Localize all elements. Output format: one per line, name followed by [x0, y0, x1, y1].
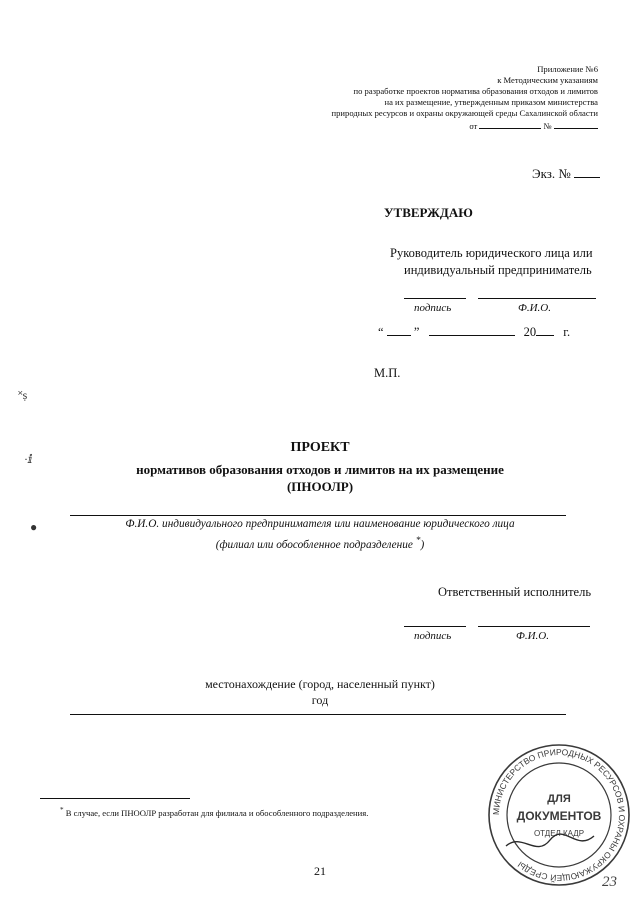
appendix-line: на их размещение, утвержденным приказом министерства — [384, 97, 598, 107]
official-stamp — [484, 740, 634, 890]
footnote-mark: * — [60, 806, 64, 814]
date-close-quote: ” — [413, 325, 420, 339]
fio-line — [478, 626, 590, 627]
appendix-line: по разработке проектов норматива образования отходов и лимитов — [353, 86, 598, 96]
head-title — [390, 245, 593, 279]
signature-line — [404, 626, 466, 627]
copy-number — [532, 166, 600, 182]
signature-caption: подпись — [414, 630, 452, 642]
fio-caption: Ф.И.О. — [518, 302, 551, 314]
copy-blank — [574, 166, 600, 178]
entity-caption: Ф.И.О. индивидуального предпринимателя или наименование юридического лица — [125, 518, 515, 530]
head-line: индивидуальный предприниматель — [404, 263, 592, 277]
month-blank — [429, 324, 515, 336]
from-label: от — [469, 121, 478, 131]
signature-caption: подпись — [414, 302, 452, 314]
year-blank — [536, 324, 554, 336]
footnote — [60, 806, 368, 818]
date-blank — [479, 119, 541, 129]
year-prefix: 20 — [523, 325, 537, 339]
branch-caption: (филиал или обособленное подразделение *) — [215, 536, 425, 551]
date-open-quote: “ — [378, 325, 384, 339]
stamp-line-2: ДОКУМЕНТОВ — [516, 809, 602, 823]
approval-date — [378, 324, 570, 340]
copy-label: Экз. № — [532, 166, 571, 181]
footnote-divider — [40, 798, 190, 799]
responsible-executor: Ответственный исполнитель — [438, 585, 592, 599]
document-title: ПРОЕКТ — [290, 440, 350, 455]
stamp-ring-text: МИНИСТЕРСТВО ПРИРОДНЫХ РЕСУРСОВ И ОХРАНЫ ОКРУЖАЮЩЕЙ СРЕДЫ — [490, 746, 628, 884]
document-subtitle — [0, 461, 640, 495]
footnote-text: В случае, если ПНООЛР разработан для филиала и обособленного подразделения. — [65, 807, 369, 818]
appendix-line: к Методическим указаниям — [497, 75, 598, 85]
location-block — [0, 676, 640, 708]
subtitle-line: нормативов образования отходов и лимитов на их размещение — [136, 462, 504, 477]
scan-mark: ·ⅈ — [24, 452, 33, 466]
entity-caption-block — [0, 516, 640, 554]
year-label: год — [311, 693, 329, 707]
fio-caption: Ф.И.О. — [516, 630, 549, 642]
location-label: местонахождение (город, населенный пункт) — [205, 677, 435, 691]
stamp-line-3: ОТДЕЛ КАДР — [533, 829, 585, 838]
signature-line — [404, 298, 466, 299]
seal-place: М.П. — [374, 366, 401, 380]
approve-heading: УТВЕРЖДАЮ — [384, 205, 473, 220]
page-number: 21 — [314, 864, 326, 878]
fio-line — [478, 298, 596, 299]
scan-mark: ● — [30, 520, 38, 534]
appendix-date-line — [332, 119, 598, 132]
number-label: № — [543, 121, 552, 131]
handwritten-page-number: 23 — [602, 874, 617, 890]
appendix-header — [332, 64, 598, 132]
footnote-mark: * — [415, 536, 421, 546]
subtitle-line: (ПНООЛР) — [286, 479, 354, 494]
scan-mark: ˟ṣ — [18, 388, 28, 402]
day-blank — [387, 324, 411, 336]
location-line — [70, 714, 566, 715]
number-blank — [554, 119, 598, 129]
stamp-line-1: ДЛЯ — [547, 793, 571, 805]
appendix-line: Приложение №6 — [537, 64, 598, 74]
appendix-line: природных ресурсов и охраны окружающей среды Сахалинской области — [331, 108, 598, 118]
stamp-graphic — [484, 740, 634, 890]
year-suffix: г. — [563, 325, 571, 339]
head-line: Руководитель юридического лица или — [390, 246, 593, 260]
